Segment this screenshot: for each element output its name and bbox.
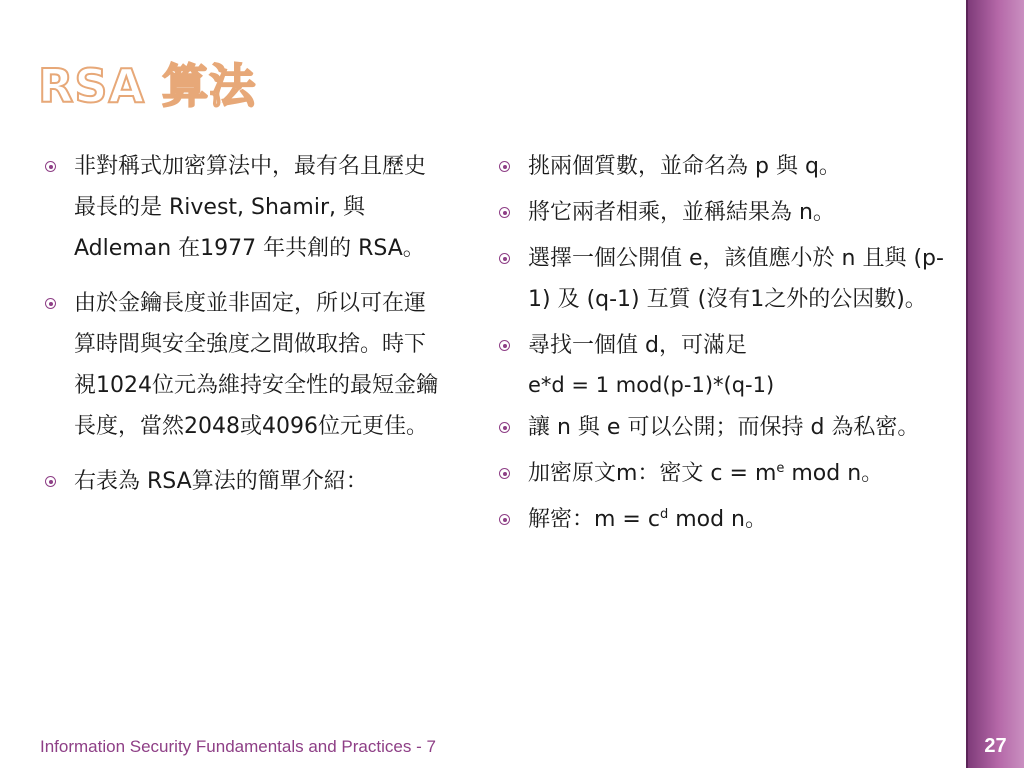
bullet-text: 非對稱式加密算法中，最有名且歷史最長的是 Rivest, Shamir, 與 Adleman 在1977 年共創的 RSA。 — [74, 154, 427, 261]
list-item — [494, 146, 944, 187]
right-bullet-list-continued — [494, 407, 944, 540]
list-item — [494, 499, 944, 540]
bullet-text: 由於金鑰長度並非固定，所以可在運算時間與安全強度之間做取捨。時下視1024位元為維持安全性的最短金鑰長度，當然2048或4096位元更佳。 — [74, 291, 438, 439]
decrypt-text-pre: 解密：m = c — [528, 507, 660, 532]
list-item — [494, 453, 944, 494]
side-band-edge — [966, 0, 968, 768]
encrypt-exponent: e — [776, 461, 785, 476]
encrypt-text-pre: 加密原文m：密文 c = m — [528, 461, 777, 486]
right-column — [494, 146, 944, 545]
list-item — [494, 192, 944, 233]
bullet-icon — [45, 161, 56, 172]
bullet-text: 右表為 RSA算法的簡單介紹： — [74, 469, 368, 494]
bullet-text: 將它兩者相乘，並稱結果為 n。 — [528, 200, 835, 225]
decrypt-text-post: mod n。 — [668, 507, 768, 532]
bullet-text: 尋找一個值 d，可滿足 — [528, 333, 747, 358]
bullet-icon — [499, 253, 510, 264]
list-item — [494, 407, 944, 448]
left-column — [40, 146, 440, 516]
list-item — [40, 146, 440, 269]
bullet-icon — [45, 476, 56, 487]
left-bullet-list — [40, 146, 440, 502]
bullet-icon — [499, 468, 510, 479]
page-number: 27 — [984, 735, 1007, 757]
bullet-icon — [45, 298, 56, 309]
bullet-text: 選擇一個公開值 e，該值應小於 n 且與 (p-1) 及 (q-1) 互質 (沒有1之外的公因數)。 — [528, 246, 944, 312]
formula-text: e*d = 1 mod(p-1)*(q-1) — [528, 373, 775, 397]
bullet-icon — [499, 514, 510, 525]
bullet-icon — [499, 422, 510, 433]
list-item — [494, 238, 944, 320]
right-bullet-list — [494, 146, 944, 366]
bullet-text: 挑兩個質數，並命名為 p 與 q。 — [528, 154, 841, 179]
bullet-text: 讓 n 與 e 可以公開；而保持 d 為私密。 — [528, 415, 920, 440]
bullet-icon — [499, 161, 510, 172]
encrypt-text-post: mod n。 — [784, 461, 884, 486]
list-item — [494, 325, 944, 366]
decorative-side-band — [967, 0, 1024, 768]
bullet-icon — [499, 340, 510, 351]
list-item — [40, 461, 440, 502]
decrypt-exponent: d — [659, 507, 669, 522]
bullet-icon — [499, 207, 510, 218]
footer-text: Information Security Fundamentals and Practices - 7 — [40, 737, 436, 756]
list-item — [40, 283, 440, 447]
slide-title: RSA 算法 — [38, 59, 257, 113]
